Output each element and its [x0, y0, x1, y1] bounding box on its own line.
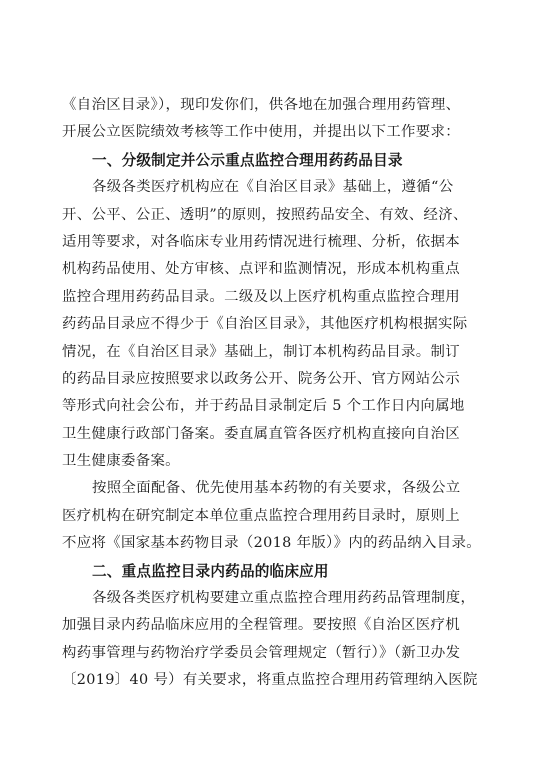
paragraph-line: 各级各类医疗机构要建立重点监控合理用药药品管理制度，: [92, 590, 476, 607]
section-heading: 二、重点监控目录内药品的临床应用: [92, 562, 329, 580]
paragraph-line: 适用等要求，对各临床专业用药情况进行梳理、分析，依据本: [62, 233, 460, 250]
paragraph-line: 开、公平、公正、透明”的原则，按照药品安全、有效、经济、: [62, 206, 468, 223]
paragraph-line: 机构药品使用、处方审核、点评和监测情况，形成本机构重点: [62, 261, 460, 278]
paragraph-line: 的药品目录应按照要求以政务公开、院务公开、官方网站公示: [62, 370, 460, 387]
paragraph-line: 按照全面配备、优先使用基本药物的有关要求，各级公立: [92, 480, 461, 497]
paragraph-line: 〔2019〕40 号）有关要求，将重点监控合理用药管理纳入医院: [62, 672, 478, 689]
paragraph-line: 监控合理用药药品目录。二级及以上医疗机构重点监控合理用: [62, 288, 460, 305]
paragraph-line: 等形式向社会公布，并于药品目录制定后 5 个工作日内向属地: [62, 398, 465, 415]
paragraph-line: 医疗机构在研究制定本单位重点监控合理用药目录时，原则上: [62, 507, 460, 524]
paragraph-line: 卫生健康行政部门备案。委直属直管各医疗机构直接向自治区: [62, 425, 460, 442]
paragraph-line: 加强目录内药品临床应用的全程管理。要按照《自治区医疗机: [62, 617, 460, 634]
paragraph-line: 各级各类医疗机构应在《自治区目录》基础上，遵循“公: [92, 179, 454, 196]
document-body: [62, 92, 485, 695]
paragraph-line: 开展公立医院绩效考核等工作中使用，并提出以下工作要求：: [62, 124, 460, 141]
paragraph-line: 卫生健康委备案。: [62, 453, 180, 470]
paragraph-line: 药药品目录应不得少于《自治区目录》，其他医疗机构根据实际: [62, 316, 468, 333]
paragraph-line: 不应将《国家基本药物目录（2018 年版）》内的药品纳入目录。: [62, 535, 482, 552]
paragraph-line: 《自治区目录》），现印发你们，供各地在加强合理用药管理、: [62, 97, 461, 113]
section-heading: 一、分级制定并公示重点监控合理用药药品目录: [92, 151, 403, 169]
paragraph-line: 构药事管理与药物治疗学委员会管理规定（暂行）》（新卫办发: [62, 644, 461, 661]
paragraph-line: 情况，在《自治区目录》基础上，制订本机构药品目录。制订: [62, 343, 460, 360]
